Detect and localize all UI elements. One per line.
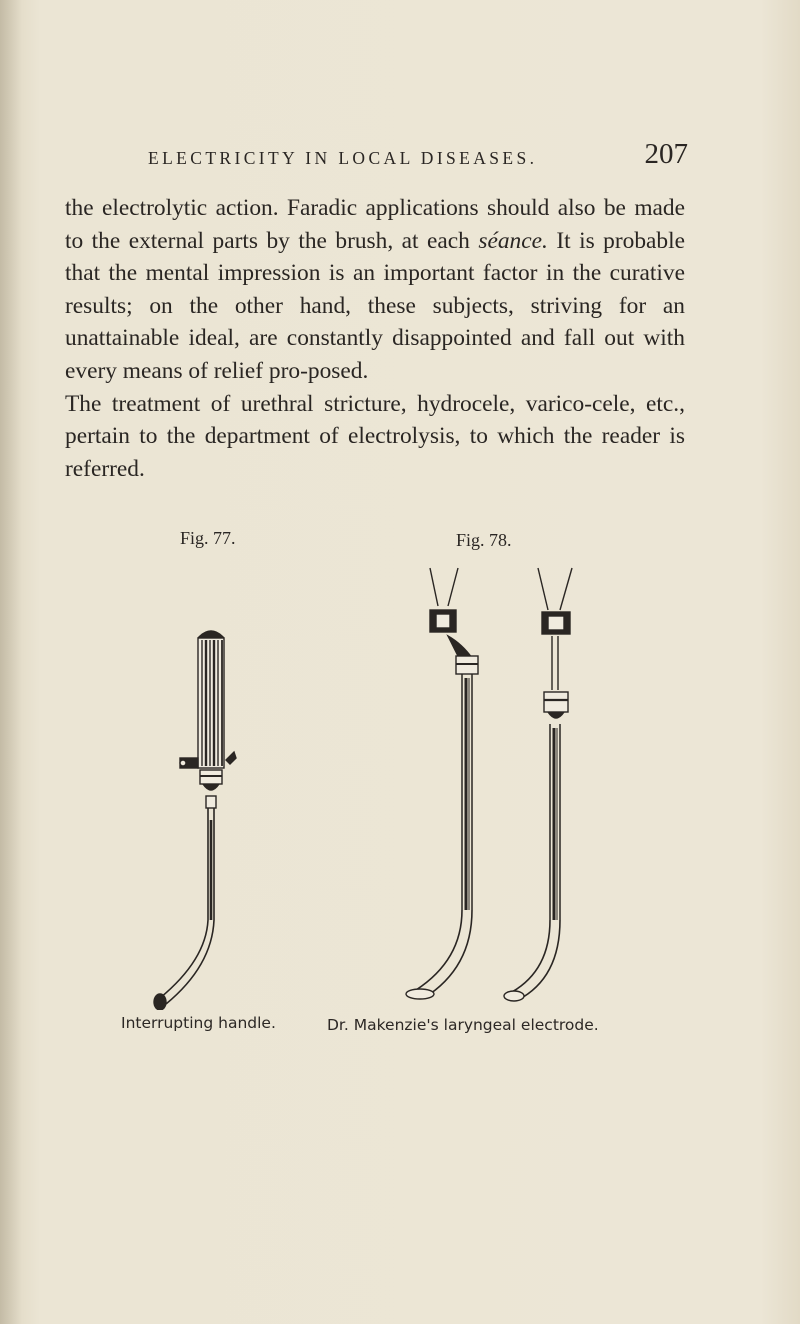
paragraph-2: The treatment of urethral stricture, hydrocele, varico-cele, etc., pertain to the department of electrolysis, to which the reader is referred. — [65, 390, 685, 482]
fig-78-caption: Dr. Makenzie's laryngeal electrode. — [327, 1016, 599, 1034]
fig-78-label: Fig. 78. — [456, 530, 512, 550]
paragraph-1 — [65, 192, 685, 388]
running-head — [148, 138, 688, 174]
laryngeal-electrode-illustration — [400, 560, 640, 1010]
seance-italic: séance. — [478, 227, 548, 254]
interrupting-handle-illustration — [140, 620, 260, 1010]
gutter-shadow — [0, 0, 22, 1324]
body-text — [65, 192, 685, 485]
running-title: ELECTRICITY IN LOCAL DISEASES. — [148, 148, 538, 168]
paragraph-1-start: the electrolytic action. Faradic applications should also be made to the external parts by the brush, at each — [65, 195, 685, 254]
paragraph-1-end: It is probable that the mental impression is an important factor in the curative results; on the other hand, these subjects, striving for an unattainable ideal, are constantly disappointed and fall out with every means of relief pro-posed. — [65, 227, 686, 384]
fig-77-label: Fig. 77. — [180, 528, 236, 548]
page-number: 207 — [644, 138, 688, 170]
fig-77-caption: Interrupting handle. — [121, 1014, 276, 1032]
